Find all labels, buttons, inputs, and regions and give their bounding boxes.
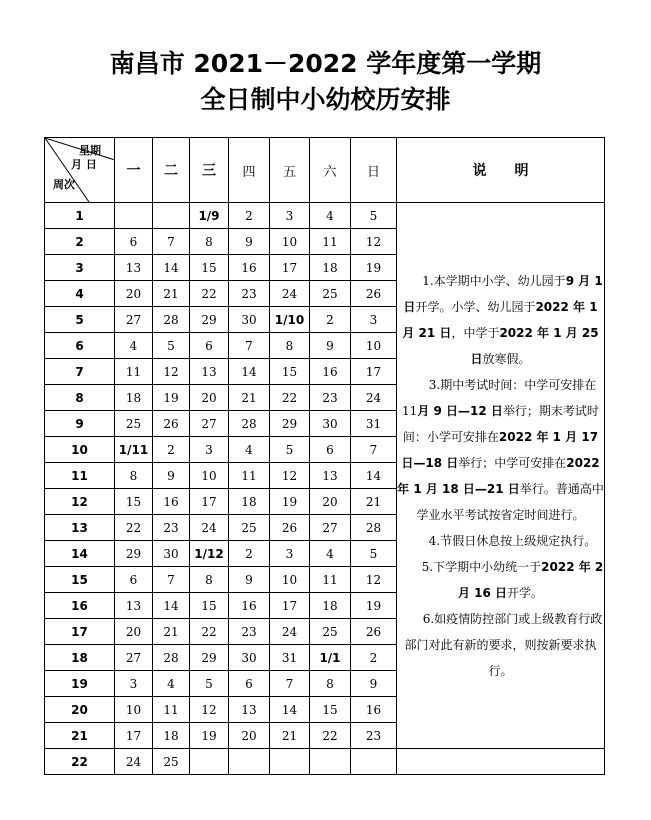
date-cell: 26 [351, 281, 397, 307]
date-cell: 21 [229, 385, 270, 411]
title-line-2: 全日制中小幼校历安排 [200, 85, 451, 114]
date-cell: 2 [351, 645, 397, 671]
date-cell: 25 [229, 515, 270, 541]
date-cell: 2 [153, 437, 190, 463]
title-line-1: 南昌市 2021－2022 学年度第一学期 [109, 49, 542, 78]
date-cell: 18 [310, 255, 351, 281]
date-cell: 9 [351, 671, 397, 697]
day-header-sun: 日 [351, 138, 397, 203]
week-number: 3 [45, 255, 115, 281]
header-row [45, 138, 605, 203]
date-cell: 6 [310, 437, 351, 463]
date-cell: 12 [270, 463, 310, 489]
date-cell: 7 [351, 437, 397, 463]
week-number: 13 [45, 515, 115, 541]
date-cell: 13 [229, 697, 270, 723]
week-number: 22 [45, 749, 115, 775]
week-number: 7 [45, 359, 115, 385]
date-cell: 21 [351, 489, 397, 515]
date-cell: 17 [270, 255, 310, 281]
date-cell: 15 [190, 255, 229, 281]
week-number: 1 [45, 203, 115, 229]
date-cell: 17 [270, 593, 310, 619]
date-cell: 1/11 [115, 437, 153, 463]
note-1-text: 1.本学期中小学、幼儿园于 [422, 273, 566, 288]
day-header-fri: 五 [270, 138, 310, 203]
note-1 [397, 268, 604, 372]
date-cell: 13 [115, 255, 153, 281]
date-cell: 29 [190, 307, 229, 333]
day-header-sat: 六 [310, 138, 351, 203]
date-cell: 31 [351, 411, 397, 437]
date-cell: 30 [229, 307, 270, 333]
date-cell: 29 [190, 645, 229, 671]
date-cell: 20 [229, 723, 270, 749]
note-3-text: 举行；期末考试时间：小学可安排在 [402, 403, 599, 444]
note-1-text: 放寒假。 [482, 351, 531, 366]
date-cell: 17 [190, 489, 229, 515]
note-1-text: ，中学于 [451, 325, 500, 340]
date-cell: 4 [153, 671, 190, 697]
date-cell [310, 749, 351, 775]
date-cell: 14 [270, 697, 310, 723]
date-cell: 17 [351, 359, 397, 385]
date-cell: 21 [153, 281, 190, 307]
week-number: 20 [45, 697, 115, 723]
notes-blank-cell [397, 749, 605, 775]
date-cell: 10 [190, 463, 229, 489]
date-cell: 13 [190, 359, 229, 385]
date-cell: 24 [115, 749, 153, 775]
date-cell: 6 [229, 671, 270, 697]
date-cell: 7 [229, 333, 270, 359]
date-cell: 17 [115, 723, 153, 749]
date-cell: 15 [115, 489, 153, 515]
date-cell: 9 [229, 229, 270, 255]
week-number: 16 [45, 593, 115, 619]
date-cell: 2 [310, 307, 351, 333]
date-cell: 30 [229, 645, 270, 671]
date-cell: 28 [229, 411, 270, 437]
date-cell: 8 [190, 229, 229, 255]
date-cell: 23 [351, 723, 397, 749]
diag-label-weekday: 星期 [79, 144, 101, 157]
date-cell: 2 [229, 541, 270, 567]
date-cell [153, 203, 190, 229]
date-cell: 11 [115, 359, 153, 385]
date-cell: 19 [270, 489, 310, 515]
date-cell: 14 [229, 359, 270, 385]
week-number: 5 [45, 307, 115, 333]
date-cell [351, 749, 397, 775]
date-cell: 20 [310, 489, 351, 515]
date-cell: 27 [190, 411, 229, 437]
date-cell: 22 [190, 619, 229, 645]
week-number: 2 [45, 229, 115, 255]
date-cell: 13 [115, 593, 153, 619]
date-cell: 9 [153, 463, 190, 489]
date-cell: 10 [115, 697, 153, 723]
week-number: 9 [45, 411, 115, 437]
date-cell: 15 [190, 593, 229, 619]
note-3-text: 3.期中考试时间：中学可安排在 11 [402, 377, 597, 418]
date-cell: 24 [270, 281, 310, 307]
note-3-date: 2022 年 1 月 17 日—18 日 [401, 429, 599, 470]
date-cell: 8 [115, 463, 153, 489]
date-cell: 11 [310, 567, 351, 593]
note-5-date: 2022 年 2 月 16 日 [457, 559, 604, 600]
day-header-wed: 三 [190, 138, 229, 203]
day-header-mon: 一 [115, 138, 153, 203]
date-cell: 5 [351, 203, 397, 229]
date-cell: 23 [153, 515, 190, 541]
note-6: 6.如疫情防控部门或上级教育行政部门对此有新的要求，则按新要求执行。 [404, 611, 603, 678]
date-cell: 19 [153, 385, 190, 411]
note-3-text: 举行；中学可安排在 [458, 455, 567, 470]
date-cell: 21 [270, 723, 310, 749]
date-cell: 5 [270, 437, 310, 463]
date-cell: 1/1 [310, 645, 351, 671]
date-cell: 26 [351, 619, 397, 645]
date-cell: 23 [229, 281, 270, 307]
date-cell: 8 [190, 567, 229, 593]
date-cell: 12 [153, 359, 190, 385]
week-row [45, 749, 605, 775]
date-cell: 3 [351, 307, 397, 333]
date-cell: 21 [153, 619, 190, 645]
date-cell: 26 [270, 515, 310, 541]
diagonal-header-cell [45, 138, 115, 203]
date-cell [115, 203, 153, 229]
date-cell: 16 [229, 255, 270, 281]
date-cell: 4 [310, 203, 351, 229]
date-cell: 12 [190, 697, 229, 723]
week-number: 6 [45, 333, 115, 359]
date-cell: 12 [351, 567, 397, 593]
date-cell: 7 [153, 567, 190, 593]
date-cell: 25 [310, 619, 351, 645]
date-cell: 27 [115, 645, 153, 671]
date-cell: 16 [310, 359, 351, 385]
date-cell: 26 [153, 411, 190, 437]
date-cell: 6 [115, 567, 153, 593]
date-cell: 7 [270, 671, 310, 697]
date-cell: 30 [153, 541, 190, 567]
date-cell: 14 [351, 463, 397, 489]
week-number: 19 [45, 671, 115, 697]
note-3-text: 举行。普通高中学业水平考试按省定时间进行。 [416, 481, 604, 522]
note-4: 4.节假日休息按上级规定执行。 [428, 533, 597, 548]
date-cell [270, 749, 310, 775]
date-cell [229, 749, 270, 775]
date-cell: 22 [115, 515, 153, 541]
date-cell: 5 [190, 671, 229, 697]
date-cell: 14 [153, 593, 190, 619]
date-cell: 19 [190, 723, 229, 749]
date-cell: 11 [229, 463, 270, 489]
diag-label-week: 周次 [53, 178, 75, 191]
date-cell: 5 [153, 333, 190, 359]
date-cell: 15 [310, 697, 351, 723]
week-number: 14 [45, 541, 115, 567]
date-cell: 8 [310, 671, 351, 697]
date-cell: 18 [115, 385, 153, 411]
note-5 [397, 554, 604, 606]
date-cell: 11 [153, 697, 190, 723]
date-cell: 20 [115, 281, 153, 307]
date-cell: 18 [310, 593, 351, 619]
date-cell: 22 [190, 281, 229, 307]
date-cell: 13 [310, 463, 351, 489]
date-cell: 23 [310, 385, 351, 411]
date-cell: 3 [270, 203, 310, 229]
date-cell: 7 [153, 229, 190, 255]
date-cell: 27 [115, 307, 153, 333]
notes-cell [397, 203, 605, 749]
week-row [45, 203, 605, 229]
date-cell: 19 [351, 255, 397, 281]
date-cell: 16 [229, 593, 270, 619]
date-cell: 3 [270, 541, 310, 567]
day-header-thu: 四 [229, 138, 270, 203]
date-cell: 3 [190, 437, 229, 463]
school-calendar-table [44, 137, 605, 775]
date-cell: 15 [270, 359, 310, 385]
date-cell: 10 [351, 333, 397, 359]
date-cell: 28 [153, 645, 190, 671]
date-cell: 1/10 [270, 307, 310, 333]
date-cell: 16 [351, 697, 397, 723]
date-cell: 3 [115, 671, 153, 697]
date-cell: 24 [351, 385, 397, 411]
date-cell: 5 [351, 541, 397, 567]
date-cell: 28 [351, 515, 397, 541]
note-1-text: 开学。小学、幼儿园于 [415, 299, 536, 314]
date-cell: 1/12 [190, 541, 229, 567]
week-number: 10 [45, 437, 115, 463]
date-cell: 29 [270, 411, 310, 437]
date-cell: 18 [229, 489, 270, 515]
date-cell: 9 [229, 567, 270, 593]
date-cell: 20 [190, 385, 229, 411]
week-number: 12 [45, 489, 115, 515]
date-cell: 10 [270, 229, 310, 255]
notes-header: 说 明 [397, 138, 605, 203]
date-cell: 4 [310, 541, 351, 567]
note-1-date: 2022 年 1 月 25 日 [470, 325, 599, 366]
date-cell: 24 [270, 619, 310, 645]
note-5-text: 5.下学期中小幼统一于 [421, 559, 542, 574]
note-5-text: 开学。 [507, 585, 544, 600]
date-cell: 6 [115, 229, 153, 255]
week-number: 11 [45, 463, 115, 489]
date-cell: 25 [310, 281, 351, 307]
date-cell: 24 [190, 515, 229, 541]
note-1-date: 2022 年 1 月 21 日 [402, 299, 598, 340]
date-cell: 28 [153, 307, 190, 333]
date-cell: 10 [270, 567, 310, 593]
week-number: 21 [45, 723, 115, 749]
date-cell: 6 [190, 333, 229, 359]
date-cell: 2 [229, 203, 270, 229]
date-cell: 29 [115, 541, 153, 567]
date-cell: 30 [310, 411, 351, 437]
date-cell: 27 [310, 515, 351, 541]
date-cell: 9 [310, 333, 351, 359]
date-cell: 4 [229, 437, 270, 463]
date-cell [190, 749, 229, 775]
diag-label-date: 月 日 [71, 158, 97, 171]
week-number: 15 [45, 567, 115, 593]
date-cell: 11 [310, 229, 351, 255]
date-cell: 25 [153, 749, 190, 775]
week-number: 18 [45, 645, 115, 671]
week-number: 8 [45, 385, 115, 411]
date-cell: 25 [115, 411, 153, 437]
note-3-date: 2022 年 1 月 18 日—21 日 [397, 455, 600, 496]
date-cell: 20 [115, 619, 153, 645]
date-cell: 14 [153, 255, 190, 281]
date-cell: 1/9 [190, 203, 229, 229]
date-cell: 12 [351, 229, 397, 255]
week-number: 4 [45, 281, 115, 307]
date-cell: 16 [153, 489, 190, 515]
note-1-date: 9 月 1 日 [403, 273, 603, 314]
note-3-date: 月 9 日—12 日 [417, 403, 503, 418]
note-3 [397, 372, 604, 528]
week-number: 17 [45, 619, 115, 645]
date-cell: 22 [270, 385, 310, 411]
date-cell: 31 [270, 645, 310, 671]
date-cell: 22 [310, 723, 351, 749]
date-cell: 4 [115, 333, 153, 359]
day-header-tue: 二 [153, 138, 190, 203]
date-cell: 8 [270, 333, 310, 359]
date-cell: 18 [153, 723, 190, 749]
date-cell: 23 [229, 619, 270, 645]
date-cell: 19 [351, 593, 397, 619]
